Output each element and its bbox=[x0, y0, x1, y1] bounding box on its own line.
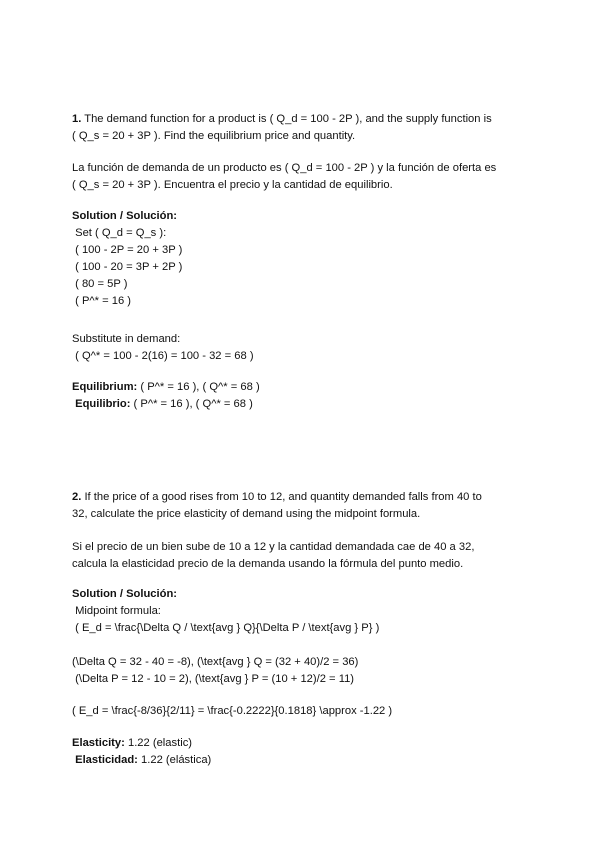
problem-2-deltas bbox=[72, 654, 532, 688]
delta-q-line: (\Delta Q = 32 - 40 = -8), (\text{avg } Q = (32 + 40)/2 = 36) bbox=[72, 656, 359, 668]
problem-1-statement-en bbox=[72, 111, 532, 145]
problem-2-statement-es bbox=[72, 539, 532, 573]
solution-step: ( 80 = 5P ) bbox=[72, 278, 128, 290]
equilibrium-es-label: Equilibrio: bbox=[72, 398, 131, 410]
problem-1-line-1 bbox=[72, 111, 532, 128]
problem-2-number: 2. bbox=[72, 491, 82, 503]
delta-p-line: (\Delta P = 12 - 10 = 2), (\text{avg } P = (10 + 12)/2 = 11) bbox=[72, 673, 355, 685]
substitute-equation: ( Q^* = 100 - 2(16) = 100 - 32 = 68 ) bbox=[72, 350, 254, 362]
problem-1-statement-es bbox=[72, 160, 532, 194]
problem-1-line-2: ( Q_s = 20 + 3P ). Find the equilibrium price and quantity. bbox=[72, 130, 356, 142]
problem-1-text-1: The demand function for a product is ( Q_d = 100 - 2P ), and the supply function is bbox=[81, 113, 492, 125]
problem-2-elasticity bbox=[72, 735, 532, 769]
equilibrium-en bbox=[72, 379, 532, 396]
elasticity-en-value: 1.22 (elastic) bbox=[124, 737, 193, 749]
solution-label: Solution / Solución: bbox=[72, 588, 178, 600]
elasticity-equation: ( E_d = \frac{-8/36}{2/11} = \frac{-0.2222}{0.1818} \approx -1.22 ) bbox=[72, 705, 393, 717]
problem-2-line-1 bbox=[72, 489, 532, 506]
midpoint-label: Midpoint formula: bbox=[72, 605, 161, 617]
problem-1-es-line-2: ( Q_s = 20 + 3P ). Encuentra el precio y la cantidad de equilibrio. bbox=[72, 179, 393, 191]
equilibrium-en-value: ( P^* = 16 ), ( Q^* = 68 ) bbox=[137, 381, 260, 393]
solution-label: Solution / Solución: bbox=[72, 210, 178, 222]
elasticity-es-label: Elasticidad: bbox=[72, 754, 138, 766]
solution-step: ( 100 - 20 = 3P + 2P ) bbox=[72, 261, 183, 273]
problem-2-text-1: If the price of a good rises from 10 to 12, and quantity demanded falls from 40 to bbox=[81, 491, 482, 503]
problem-1-solution bbox=[72, 208, 532, 310]
problem-1-es-line-1: La función de demanda de un producto es ( Q_d = 100 - 2P ) y la función de oferta es bbox=[72, 162, 497, 174]
problem-2-line-2: 32, calculate the price elasticity of demand using the midpoint formula. bbox=[72, 508, 421, 520]
problem-2-es-line-2: calcula la elasticidad precio de la demanda usando la fórmula del punto medio. bbox=[72, 558, 464, 570]
problem-1-number: 1. bbox=[72, 113, 82, 125]
equilibrium-es-value: ( P^* = 16 ), ( Q^* = 68 ) bbox=[130, 398, 253, 410]
problem-2-result bbox=[72, 703, 532, 720]
elasticity-es-value: 1.22 (elástica) bbox=[137, 754, 212, 766]
problem-2-statement-en bbox=[72, 489, 532, 523]
elasticity-en-label: Elasticity: bbox=[72, 737, 125, 749]
problem-1-equilibrium bbox=[72, 379, 532, 413]
solution-step: ( P^* = 16 ) bbox=[72, 295, 132, 307]
equilibrium-en-label: Equilibrium: bbox=[72, 381, 138, 393]
elasticity-en bbox=[72, 735, 532, 752]
equilibrium-es bbox=[72, 396, 532, 413]
problem-2-solution bbox=[72, 586, 532, 637]
solution-step: ( 100 - 2P = 20 + 3P ) bbox=[72, 244, 183, 256]
problem-1-substitute bbox=[72, 331, 532, 365]
problem-2-es-line-1: Si el precio de un bien sube de 10 a 12 y la cantidad demandada cae de 40 a 32, bbox=[72, 541, 475, 553]
solution-step: Set ( Q_d = Q_s ): bbox=[72, 227, 167, 239]
substitute-label: Substitute in demand: bbox=[72, 333, 181, 345]
elasticity-es bbox=[72, 752, 532, 769]
midpoint-formula: ( E_d = \frac{\Delta Q / \text{avg } Q}{\Delta P / \text{avg } P} ) bbox=[72, 622, 380, 634]
